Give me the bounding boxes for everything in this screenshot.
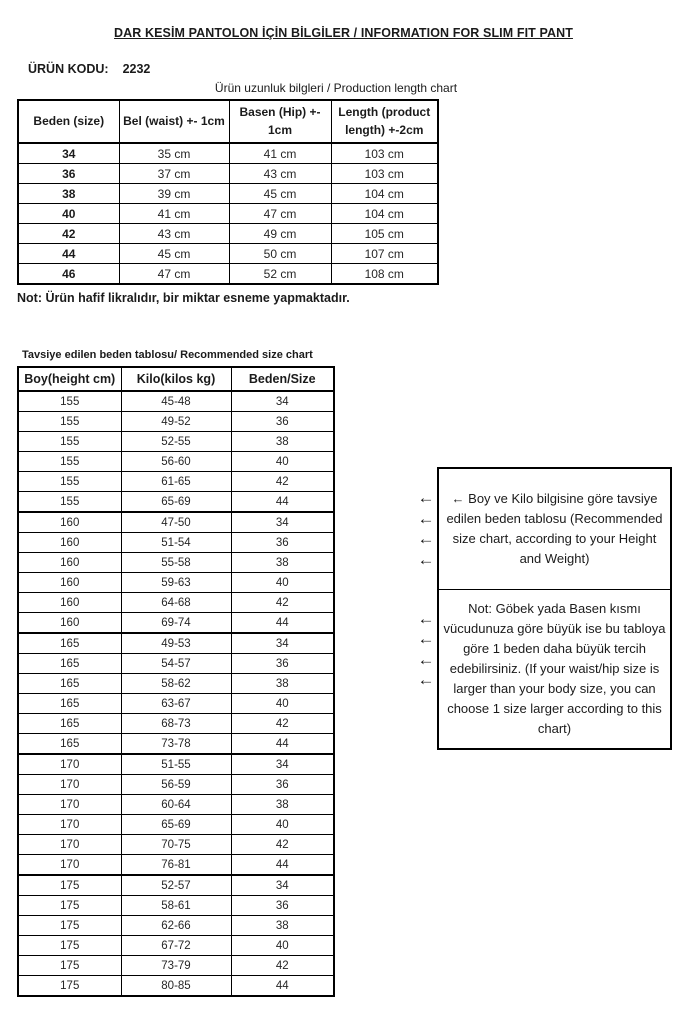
cell: 64-68 <box>121 593 231 613</box>
table-row <box>18 412 334 432</box>
cell: 108 cm <box>331 264 438 285</box>
cell: 56-59 <box>121 775 231 795</box>
cell: 34 <box>231 633 334 654</box>
cell: 170 <box>18 754 121 775</box>
table-row <box>18 795 334 815</box>
cell: 36 <box>18 164 119 184</box>
cell: 38 <box>231 432 334 452</box>
cell: 67-72 <box>121 936 231 956</box>
table-row <box>18 694 334 714</box>
table-row <box>18 936 334 956</box>
left-arrow-icon: ← <box>417 629 435 649</box>
cell: 160 <box>18 573 121 593</box>
table-row <box>18 815 334 835</box>
table-row <box>18 533 334 553</box>
cell: 160 <box>18 533 121 553</box>
cell: 165 <box>18 633 121 654</box>
cell: 40 <box>231 573 334 593</box>
cell: 51-54 <box>121 533 231 553</box>
size-chart-table <box>17 366 335 997</box>
table-row <box>18 896 334 916</box>
cell: 68-73 <box>121 714 231 734</box>
left-arrow-icon: ← <box>417 529 435 548</box>
cell: 103 cm <box>331 143 438 164</box>
cell: 44 <box>231 613 334 634</box>
cell: 39 cm <box>119 184 229 204</box>
product-code-value: 2232 <box>122 62 151 76</box>
table-row <box>18 184 438 204</box>
side-note-box <box>437 467 672 750</box>
cell: 155 <box>18 412 121 432</box>
column-header: Boy(height cm) <box>18 367 121 391</box>
cell: 47 cm <box>119 264 229 285</box>
table-row <box>18 452 334 472</box>
cell: 175 <box>18 916 121 936</box>
table-row <box>18 916 334 936</box>
cell: 38 <box>231 795 334 815</box>
left-arrow-icon: ← <box>417 549 435 569</box>
cell: 73-78 <box>121 734 231 755</box>
table-row <box>18 754 334 775</box>
column-header: Basen (Hip) +- 1cm <box>229 100 331 143</box>
cell: 40 <box>231 815 334 835</box>
cell: 165 <box>18 674 121 694</box>
column-header: Kilo(kilos kg) <box>121 367 231 391</box>
table-row <box>18 633 334 654</box>
cell: 104 cm <box>331 184 438 204</box>
left-arrow-icon: ← <box>417 669 435 689</box>
cell: 43 cm <box>229 164 331 184</box>
cell: 61-65 <box>121 472 231 492</box>
table-row <box>18 976 334 997</box>
cell: 52 cm <box>229 264 331 285</box>
cell: 42 <box>231 472 334 492</box>
table-row <box>18 472 334 492</box>
cell: 76-81 <box>121 855 231 876</box>
cell: 40 <box>231 452 334 472</box>
table-row <box>18 835 334 855</box>
cell: 34 <box>18 143 119 164</box>
cell: 175 <box>18 875 121 896</box>
column-header: Bel (waist) +- 1cm <box>119 100 229 143</box>
left-arrow-icon: ← <box>417 609 435 628</box>
length-chart-table <box>17 99 439 285</box>
table-row <box>18 432 334 452</box>
cell: 36 <box>231 533 334 553</box>
cell: 73-79 <box>121 956 231 976</box>
cell: 42 <box>231 956 334 976</box>
cell: 38 <box>231 916 334 936</box>
cell: 165 <box>18 694 121 714</box>
cell: 52-55 <box>121 432 231 452</box>
cell: 155 <box>18 432 121 452</box>
table-row <box>18 143 438 164</box>
cell: 69-74 <box>121 613 231 634</box>
cell: 104 cm <box>331 204 438 224</box>
table-row <box>18 714 334 734</box>
cell: 34 <box>231 875 334 896</box>
table-row <box>18 674 334 694</box>
cell: 60-64 <box>121 795 231 815</box>
left-arrow-icon: ← <box>417 649 435 669</box>
table-row <box>18 391 334 412</box>
table-row <box>18 734 334 755</box>
cell: 51-55 <box>121 754 231 775</box>
length-chart-caption: Ürün uzunluk bilgleri / Production length chart <box>214 81 458 95</box>
cell: 80-85 <box>121 976 231 997</box>
table-row <box>18 573 334 593</box>
cell: 40 <box>231 936 334 956</box>
cell: 170 <box>18 775 121 795</box>
table-row <box>18 204 438 224</box>
table-row <box>18 492 334 513</box>
table-row <box>18 593 334 613</box>
table-row <box>18 613 334 634</box>
cell: 42 <box>231 835 334 855</box>
size-up-note: Not: Göbek yada Basen kısmı vücudunuza göre büyük ise bu tabloya göre 1 beden daha büyük tercih edebilirsiniz. (If your waist/hip size is larger than your body size, you can choose 1 size larger according to this chart) <box>443 601 666 736</box>
cell: 63-67 <box>121 694 231 714</box>
table-row <box>18 264 438 285</box>
cell: 103 cm <box>331 164 438 184</box>
cell: 170 <box>18 835 121 855</box>
cell: 41 cm <box>119 204 229 224</box>
size-chart-caption: Tavsiye edilen beden tablosu/ Recommended size chart <box>22 349 313 361</box>
cell: 47 cm <box>229 204 331 224</box>
cell: 34 <box>231 391 334 412</box>
cell: 34 <box>231 754 334 775</box>
cell: 155 <box>18 452 121 472</box>
cell: 160 <box>18 553 121 573</box>
table-row <box>18 654 334 674</box>
cell: 36 <box>231 896 334 916</box>
cell: 155 <box>18 472 121 492</box>
cell: 70-75 <box>121 835 231 855</box>
cell: 49-52 <box>121 412 231 432</box>
table-row <box>18 956 334 976</box>
cell: 44 <box>231 976 334 997</box>
cell: 170 <box>18 855 121 876</box>
cell: 43 cm <box>119 224 229 244</box>
cell: 36 <box>231 775 334 795</box>
cell: 65-69 <box>121 492 231 513</box>
cell: 175 <box>18 976 121 997</box>
cell: 160 <box>18 593 121 613</box>
column-header: Beden/Size <box>231 367 334 391</box>
page-title: DAR KESİM PANTOLON İÇİN BİLGİLER / INFORMATION FOR SLIM FIT PANT <box>114 26 573 40</box>
product-code-label: ÜRÜN KODU: <box>28 62 109 76</box>
table-row <box>18 775 334 795</box>
cell: 50 cm <box>229 244 331 264</box>
cell: 55-58 <box>121 553 231 573</box>
length-chart-note: Not: Ürün hafif likralıdır, bir miktar esneme yapmaktadır. <box>17 291 350 305</box>
cell: 38 <box>18 184 119 204</box>
recommendation-note: ← Boy ve Kilo bilgisine göre tavsiye edilen beden tablosu (Recommended size chart, according to your Height and Weight) <box>439 469 670 590</box>
cell: 56-60 <box>121 452 231 472</box>
cell: 59-63 <box>121 573 231 593</box>
cell: 44 <box>231 734 334 755</box>
cell: 42 <box>231 593 334 613</box>
cell: 36 <box>231 654 334 674</box>
cell: 47-50 <box>121 512 231 533</box>
cell: 49-53 <box>121 633 231 654</box>
size-chart-header <box>18 367 334 391</box>
cell: 155 <box>18 492 121 513</box>
column-header: Length (product length) +-2cm <box>331 100 438 143</box>
cell: 155 <box>18 391 121 412</box>
cell: 170 <box>18 795 121 815</box>
cell: 54-57 <box>121 654 231 674</box>
cell: 44 <box>231 492 334 513</box>
cell: 105 cm <box>331 224 438 244</box>
cell: 41 cm <box>229 143 331 164</box>
table-row <box>18 164 438 184</box>
cell: 38 <box>231 553 334 573</box>
product-code <box>28 62 150 76</box>
cell: 42 <box>18 224 119 244</box>
table-row <box>18 855 334 876</box>
left-arrow-icon: ← <box>417 488 435 507</box>
cell: 170 <box>18 815 121 835</box>
cell: 45-48 <box>121 391 231 412</box>
cell: 42 <box>231 714 334 734</box>
cell: 175 <box>18 936 121 956</box>
cell: 36 <box>231 412 334 432</box>
cell: 38 <box>231 674 334 694</box>
cell: 40 <box>231 694 334 714</box>
cell: 45 cm <box>119 244 229 264</box>
cell: 49 cm <box>229 224 331 244</box>
cell: 44 <box>231 855 334 876</box>
table-row <box>18 244 438 264</box>
table-row <box>18 512 334 533</box>
cell: 44 <box>18 244 119 264</box>
cell: 65-69 <box>121 815 231 835</box>
cell: 52-57 <box>121 875 231 896</box>
cell: 35 cm <box>119 143 229 164</box>
cell: 34 <box>231 512 334 533</box>
cell: 175 <box>18 956 121 976</box>
table-row <box>18 224 438 244</box>
left-arrow-icon: ← <box>417 508 435 528</box>
cell: 165 <box>18 714 121 734</box>
column-header: Beden (size) <box>18 100 119 143</box>
table-row <box>18 553 334 573</box>
cell: 107 cm <box>331 244 438 264</box>
cell: 58-62 <box>121 674 231 694</box>
cell: 46 <box>18 264 119 285</box>
cell: 37 cm <box>119 164 229 184</box>
cell: 165 <box>18 654 121 674</box>
cell: 165 <box>18 734 121 755</box>
cell: 58-61 <box>121 896 231 916</box>
cell: 45 cm <box>229 184 331 204</box>
cell: 160 <box>18 512 121 533</box>
cell: 160 <box>18 613 121 634</box>
cell: 40 <box>18 204 119 224</box>
cell: 62-66 <box>121 916 231 936</box>
table-row <box>18 875 334 896</box>
cell: 175 <box>18 896 121 916</box>
length-chart-header <box>18 100 438 143</box>
